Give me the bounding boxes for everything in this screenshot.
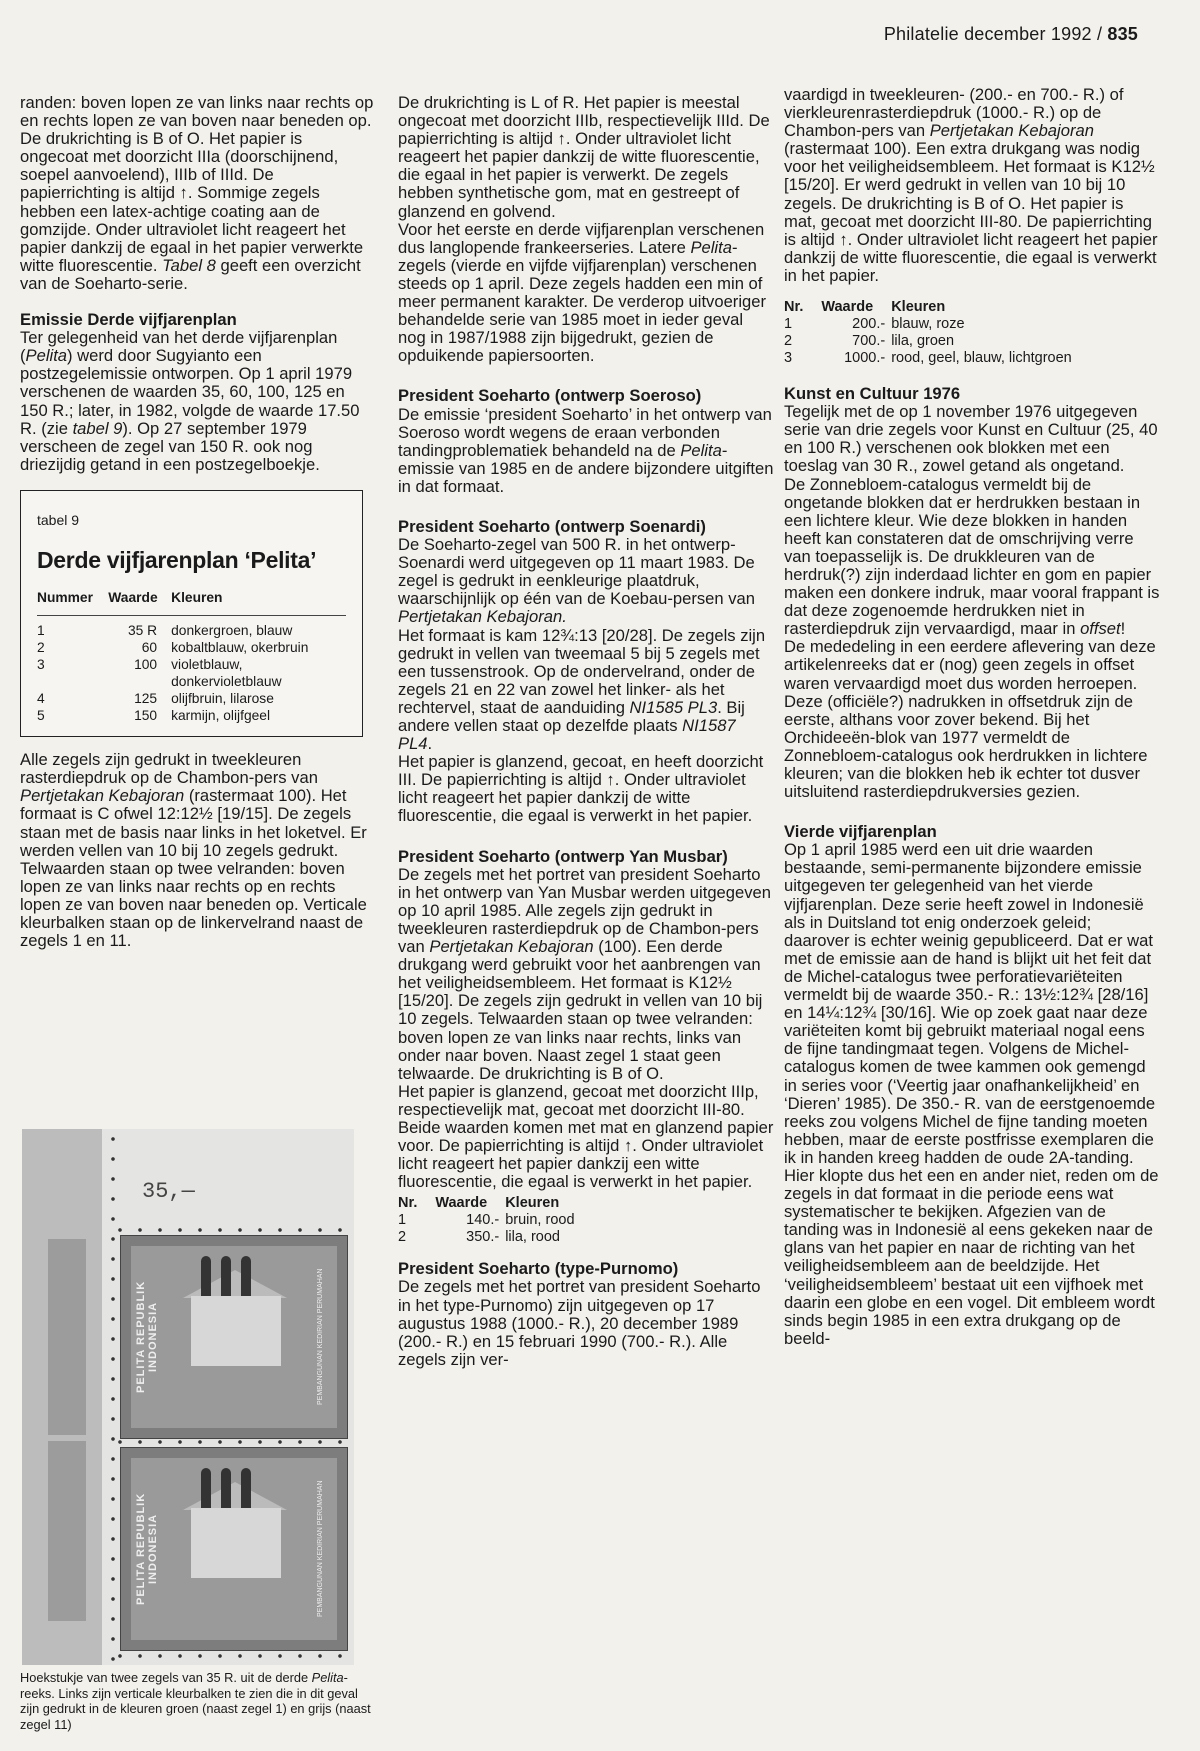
value-table: Nr. Waarde Kleuren 1 140.- bruin, rood 2 350.- lila, rood [398,1195,593,1246]
section-heading: Kunst en Cultuur 1976 [784,384,961,404]
table-row: 5 150 karmijn, olijfgeel [37,708,271,724]
stamp-country-text: PELITA REPUBLIK INDONESIA [135,1280,159,1394]
stamp-photo [22,1129,354,1665]
paragraph: Op 1 april 1985 werd een uit drie waarden bestaande, semi-permanente bijzondere emissie uitgegeven ter gelegenheid van het vierde vijfjarenplan. Deze serie heeft zowel in Indonesië als in Duitsland tot enig onderzoek geleid; daarover is echter weinig gepubliceerd. Dat er wat met de emissie aan de hand is blijkt uit het feit dat de Michel-catalogus twee perforatievariëteiten vermeldt bij de waarde 350.- R.: 13½:12¾ [28/16] en 14¼:12¾ [30/16]. Wie op zoek gaat naar deze variëteiten komt bij gebruikt materiaal nogal eens de fijne tandingmaat tegen. Volgens de Michel-catalogus komen de twee kammen ook gemengd in series voor (‘Veertig jaar onafhankelijkheid’ en ‘Dieren’ 1985). De 350.- R. van de eerstgenoemde reeks zou volgens Michel de fijne tanding moeten hebben, maar de eerste postfrisse exemplaren die ik in handen kreeg hadden de oude 2A-tanding. Hier klopte dus het een en ander niet, reden om de zegels in dat formaat in die periode eens wat systematischer te bekijken. Afgezien van de tanding was in Indonesië al eens gekeken naar de glans van het papier en naar de richting van het veiligheidsembleem aan de beeldzijde. Het ‘veiligheidsembleem’ bestaat uit een vijfhoek met daarin een globe en een vogel. Dit embleem wordt sinds begin 1985 in een extra drukgang op de beeld- [784,840,1159,1348]
perforation-horizontal [110,1653,354,1659]
table-title: Derde vijfjarenplan ‘Pelita’ [37,546,317,573]
section-heading: President Soeharto (ontwerp Soenardi) [398,516,706,536]
section-heading: President Soeharto (type-Purnomo) [398,1259,679,1279]
paragraph: De Soeharto-zegel van 500 R. in het ontwerp-Soenardi werd uitgegeven op 11 maart 1983. De zegel is gedrukt in eenkleurige plaatdruk, waarschijnlijk op één van de Koebau-persen van Pertjetakan Kebajoran. [398,535,755,627]
column-1 [20,94,375,950]
table-header: Waarde [108,589,171,616]
color-bar-grey [48,1441,86,1621]
section-heading: Emissie Derde vijfjarenplan [20,310,237,330]
paragraph: vaardigd in tweekleuren- (200.- en 700.- R.) of vierkleurenrasterdiepdruk (1000.- R.) op de Chambon-pers van Pertjetakan Kebajoran (rastermaat 100). Een extra drukgang was nodig voor het veiligheidsembleem. Het formaat is K12½ [15/20]. Er werd gedrukt in vellen van 10 bij 10 zegels. De drukrichting is B of O. Het papier is mat, gecoat met doorzicht III-80. De papierrichting is altijd ↑. Onder ultraviolet licht reageert het papier dankzij de witte fluorescentie, die egaal is verwerkt in het papier. [784,85,1158,285]
perforation-horizontal [110,1439,354,1445]
perforation-horizontal [110,1227,354,1233]
paragraph: randen: boven lopen ze van links naar rechts op en rechts lopen ze van boven naar beneden op. De drukrichting is B of O. Het papier is ongecoat met doorzicht IIIa (doorschijnend, soepel aanvoelend), IIIb of IIId. De papierrichting is altijd ↑. Sommige zegels hebben een latex-achtige coating aan de gomzijde. Onder ultraviolet licht reageert het papier dankzij de egaal in het papier verwerkte witte fluorescentie. Tabel 8 geeft een overzicht van de Soeharto-serie. [20,93,374,293]
section-heading: Vierde vijfjarenplan [784,822,937,842]
paragraph: Tegelijk met de op 1 november 1976 uitgegeven serie van drie zegels voor Kunst en Cultuur (25, 40 en 100 R.) verschenen ook blokken met een toeslag van 30 R., zowel getand als ongetand. [784,402,1158,476]
paragraph: De Zonnebloem-catalogus vermeldt bij de ongetande blokken dat er herdrukken bestaan in een lichtere kleur. Wie deze blokken in handen heeft kan constateren dat de omschrijving verre van toepasselijk is. De drukkleuren van de herdruk(?) zijn inderdaad lichter en gom en papier maken een donkere indruk, maar vooral frappant is dat deze zogenoemde herdrukken niet in rasterdiepdruk zijn vervaardigd, maar in offset! [784,474,1160,639]
table-row: 3 1000.- rood, geel, blauw, lichtgroen [784,350,1072,367]
table-9 [37,589,346,724]
table-row: 3 100 violetblauw, [37,657,243,673]
table-row: 2 700.- lila, groen [784,333,955,350]
paragraph: Alle zegels zijn gedrukt in tweekleuren rasterdiepdruk op de Chambon-pers van Pertjetakan Kebajoran (rastermaat 100). Het formaat is C ofwel 12:12½ [19/15]. De zegels staan met de basis naar links in het loketvel. Er werden vellen van 10 bij 10 zegels gedrukt. Telwaarden staan op twee velranden: boven lopen ze van links naar rechts op en rechts lopen ze van boven naar beneden op. Verticale kleurbalken staan op de linkervelrand naast de zegels 1 en 11. [20,750,367,951]
section-heading: President Soeharto (ontwerp Soeroso) [398,386,702,406]
table-row: donkervioletblauw [171,674,282,690]
publication-name: Philatelie [883,24,959,44]
paragraph: De drukrichting is L of R. Het papier is meestal ongecoat met doorzicht IIIb, respectievelijk IIId. De papierrichting is altijd ↑. Onder ultraviolet licht reageert het papier dankzij de witte fluorescentie, die egaal in het papier is verwerkt. De zegels hebben synthetische gom, mat en gestreept of glanzend en golvend. [398,93,770,221]
paragraph: Ter gelegenheid van het derde vijfjarenplan (Pelita) werd door Sugyianto een postzegelemissie ontworpen. Op 1 april 1979 verschenen de waarden 35, 60, 100, 125 en 150 R.; later, in 1982, volgde de waarde 17.50 R. (zie tabel 9). Op 27 september 1979 verscheen de zegel van 150 R. ook nog driezijdig getand in een postzegelboekje. [20,328,360,474]
table-row: 2 60 kobaltblauw, okerbruin [37,640,309,656]
section-heading: President Soeharto (ontwerp Yan Musbar) [398,846,728,866]
table-row: 1 35 R donkergroen, blauw [37,623,293,639]
stamp-side-text: PEMBANGUNAN KEDIRIAN PERUMAHAN [317,1480,324,1618]
table-label: tabel 9 [37,511,80,528]
header-separator: / [1096,24,1103,44]
table-9-box [20,490,363,737]
sheet-value-mark: 35,— [142,1179,195,1204]
paragraph: De zegels met het portret van president Soeharto in het type-Purnomo) zijn uitgegeven op 17 augustus 1988 (1000.- R.), 20 december 1989 (200.- R.) en 15 februari 1990 (700.- R.). Alle zegels zijn ver- [398,1277,761,1369]
stamp-2 [120,1447,348,1651]
column-2 [398,94,774,1369]
table-header: Nummer [37,589,108,616]
issue-date: december 1992 [964,24,1092,44]
paragraph: De mededeling in een eerdere aflevering van deze artikelenreeks dat er (nog) geen zegels in offset waren vervaardigd moet dus worden herroepen. Deze (officiële?) nadrukken in offsetdruk zijn de eerste, althans voor zover bekend. Bij het Orchideeën-blok van 1977 vermeldt de Zonnebloem-catalogus ook herdrukken in lichtere kleuren; van die blokken heb ik echter tot dusver uitsluitend rasterdiepdrukversies gezien. [784,637,1156,802]
paragraph: Het formaat is kam 12¾:13 [20/28]. De zegels zijn gedrukt in vellen van tweemaal 5 bij 5 zegels met een tussenstrook. Op de ondervelrand, onder de zegels 21 en 22 van zowel het linker- als het rechtervel, staat de aanduiding NI1585 PL3. Bij andere vellen staat op dezelfde plaats NI1587 PL4. [398,625,766,754]
table-header: Kleuren [171,589,346,616]
table-row: 1 200.- blauw, roze [784,316,965,333]
paragraph: De zegels met het portret van president Soeharto in het ontwerp van Yan Musbar werden uitgegeven op 10 april 1985. Alle zegels zijn gedrukt in tweekleuren rasterdiepdruk op de Chambon-pers van Pertjetakan Kebajoran (100). Een derde drukgang werd gebruikt voor het aanbrengen van het veiligheidsembleem. Het formaat is K12½ [15/20]. De zegels zijn gedrukt in vellen van 10 bij 10 zegels. Telwaarden staan op twee velranden: boven lopen ze van links naar rechts, links van onder naar boven. Naast zegel 1 staat geen telwaarde. De drukrichting is B of O. [398,864,771,1083]
paragraph: Het papier is glanzend, gecoat met doorzicht IIIp, respectievelijk mat, gecoat met doorzicht III-80. Beide waarden komen met mat en glanzend papier voor. De papierrichting is altijd ↑. Onder ultraviolet licht reageert het papier dankzij een witte fluorescentie, die egaal is verwerkt in het papier. [398,1081,774,1192]
stamp-1 [120,1235,348,1439]
table-row: 1 140.- bruin, rood [398,1212,575,1229]
column-3 [784,86,1160,1348]
stamp-side-text: PEMBANGUNAN KEDIRIAN PERUMAHAN [317,1268,324,1406]
value-table: Nr. Waarde Kleuren 1 200.- blauw, roze 2 700.- lila, groen 3 1000.- rood, geel, blauw, lichtgroen [784,299,1090,367]
paragraph: De emissie ‘president Soeharto’ in het ontwerp van Soeroso wordt wegens de eraan verbonden tandingproblematiek behandeld na de Pelita-emissie van 1985 en de andere bijzondere uitgiften in dat formaat. [398,404,774,496]
perforation-vertical [110,1129,116,1665]
photo-caption: Hoekstukje van twee zegels van 35 R. uit de derde Pelita-reeks. Links zijn verticale kleurbalken te zien die in dit geval zijn gedrukt in de kleuren groen (naast zegel 1) en grijs (naast zegel 11) [20,1670,371,1732]
color-bar-green [48,1239,86,1435]
paragraph: Voor het eerste en derde vijfjarenplan verschenen dus langlopende frankeerseries. Latere Pelita-zegels (vierde en vijfde vijfjarenplan) verschenen steeds op 1 april. Deze zegels hadden een min of meer permanent karakter. De verderop uitvoeriger behandelde serie van 1985 moet in ieder geval nog in 1987/1988 zijn bijgedrukt, gezien de opduikende papiersoorten. [398,219,767,366]
table-row: 4 125 olijfbruin, lilarose [37,691,274,707]
running-header [884,24,1138,45]
stamp-country-text: PELITA REPUBLIK INDONESIA [135,1492,159,1606]
page-number: 835 [1107,24,1138,44]
paragraph: Het papier is glanzend, gecoat, en heeft doorzicht III. De papierrichting is altijd ↑. Onder ultraviolet licht reageert het papier dankzij de witte fluorescentie, die egaal is verwerkt in het papier. [398,752,764,826]
table-row: 2 350.- lila, rood [398,1229,560,1246]
